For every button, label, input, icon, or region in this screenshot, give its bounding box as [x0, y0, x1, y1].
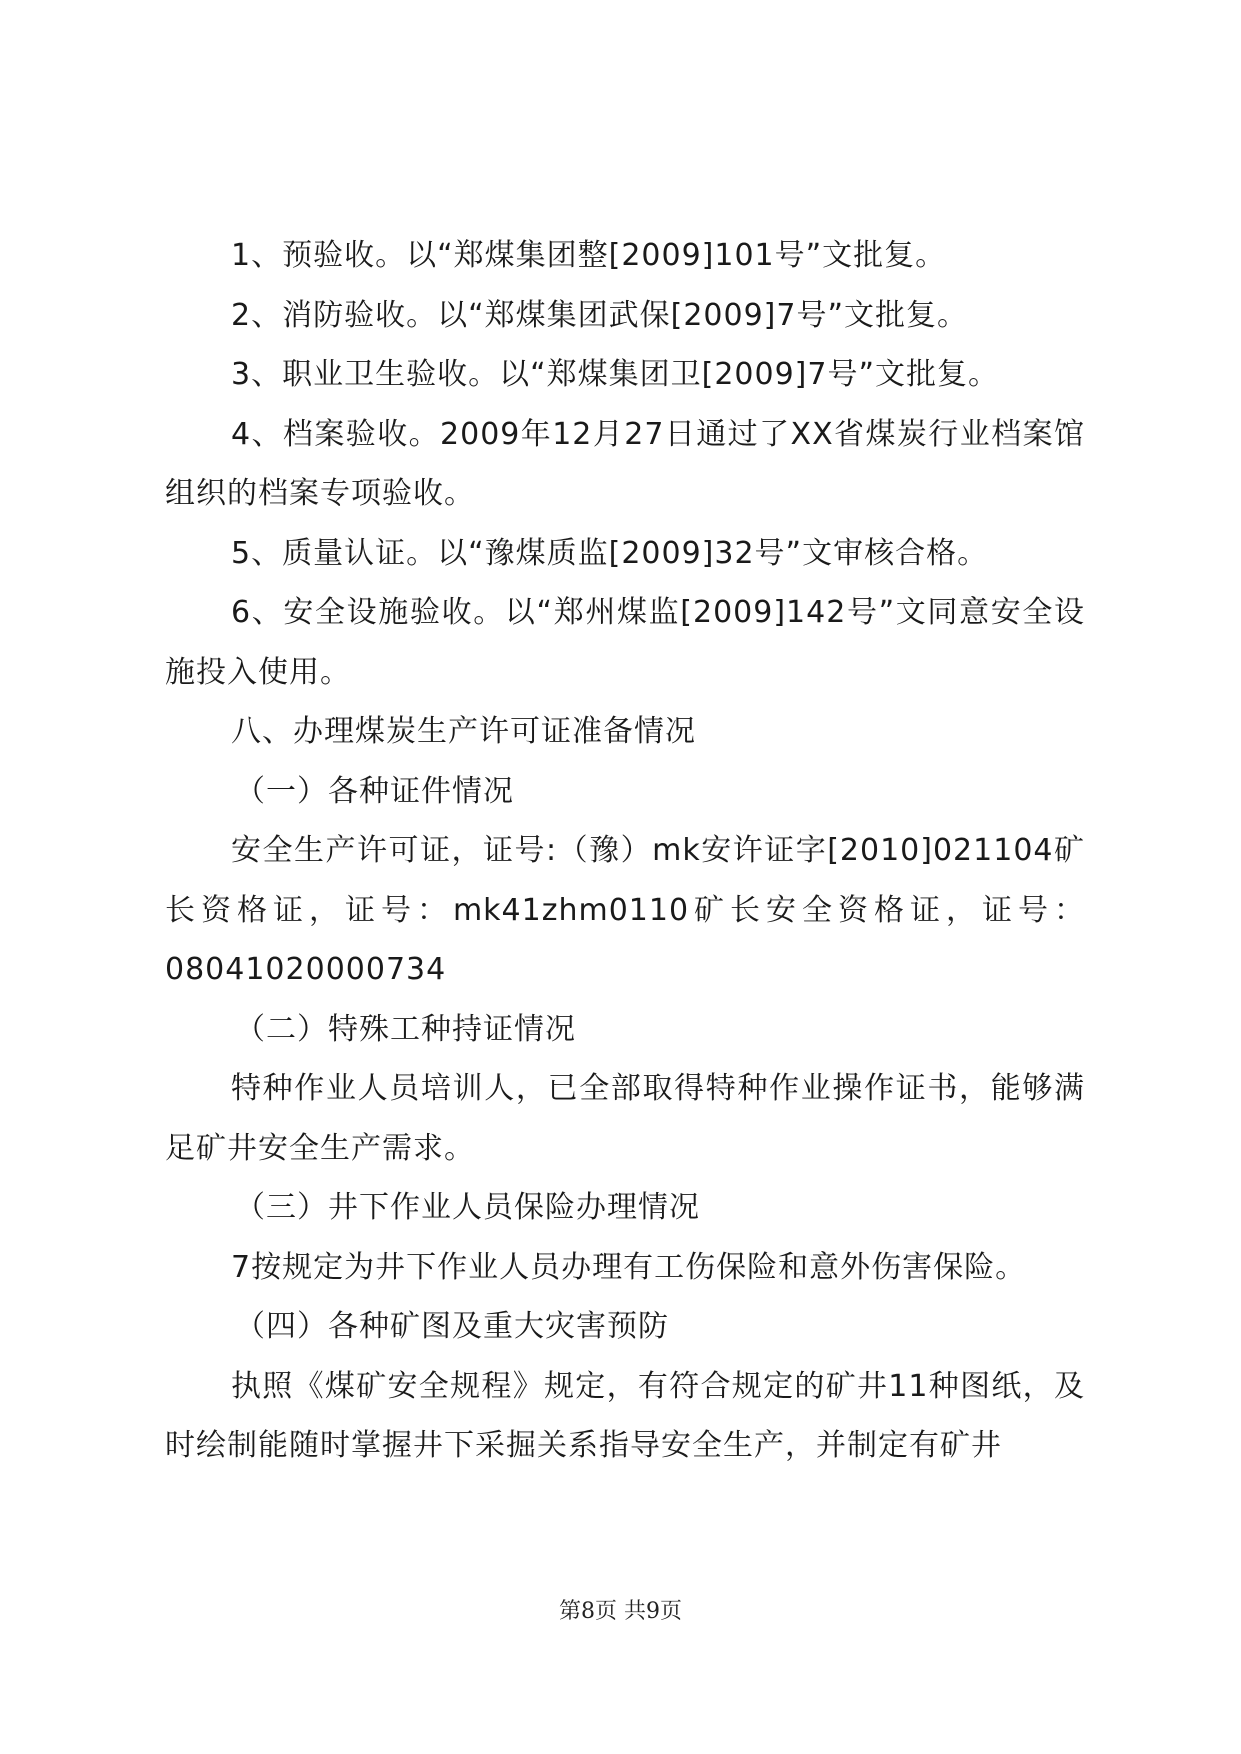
paragraph-safety-acceptance: 6、安全设施验收。以“郑州煤监[2009]142号”文同意安全设施投入使用。 [165, 595, 1085, 690]
paragraph-mine-maps: 执照《煤矿安全规程》规定，有符合规定的矿井11种图纸，及时绘制能随时掌握井下采掘关系指导安全生产，并制定有矿井 [165, 1368, 1085, 1463]
subheading-insurance: （三）井下作业人员保险办理情况 [235, 1190, 700, 1225]
paragraph-archive-acceptance: 4、档案验收。2009年12月27日通过了XX省煤炭行业档案馆组织的档案专项验收。 [165, 416, 1085, 511]
section-heading-license-prep: 八、办理煤炭生产许可证准备情况 [231, 714, 696, 749]
paragraph-health-acceptance: 3、职业卫生验收。以“郑煤集团卫[2009]7号”文批复。 [231, 357, 1000, 392]
paragraph-certificates: 安全生产许可证，证号:（豫）mk安许证字[2010]021104矿长资格证，证号：mk41zhm0110矿长安全资格证，证号：08041020000734 [165, 833, 1085, 987]
paragraph-pre-acceptance: 1、预验收。以“郑煤集团整[2009]101号”文批复。 [231, 238, 947, 273]
paragraph-fire-acceptance: 2、消防验收。以“郑煤集团武保[2009]7号”文批复。 [231, 297, 969, 333]
page-number-footer: 第8页 共9页 [559, 1599, 682, 1624]
document-body [165, 226, 1085, 1476]
paragraph-quality-certification: 5、质量认证。以“豫煤质监[2009]32号”文审核合格。 [231, 535, 989, 571]
paragraph-insurance: 7按规定为井下作业人员办理有工伤保险和意外伤害保险。 [231, 1249, 1027, 1285]
subheading-special-workers: （二）特殊工种持证情况 [235, 1011, 576, 1047]
subheading-mine-maps: （四）各种矿图及重大灾害预防 [235, 1309, 669, 1344]
subheading-certificates: （一）各种证件情况 [235, 773, 514, 809]
paragraph-special-workers: 特种作业人员培训人，已全部取得特种作业操作证书，能够满足矿井安全生产需求。 [165, 1071, 1085, 1166]
